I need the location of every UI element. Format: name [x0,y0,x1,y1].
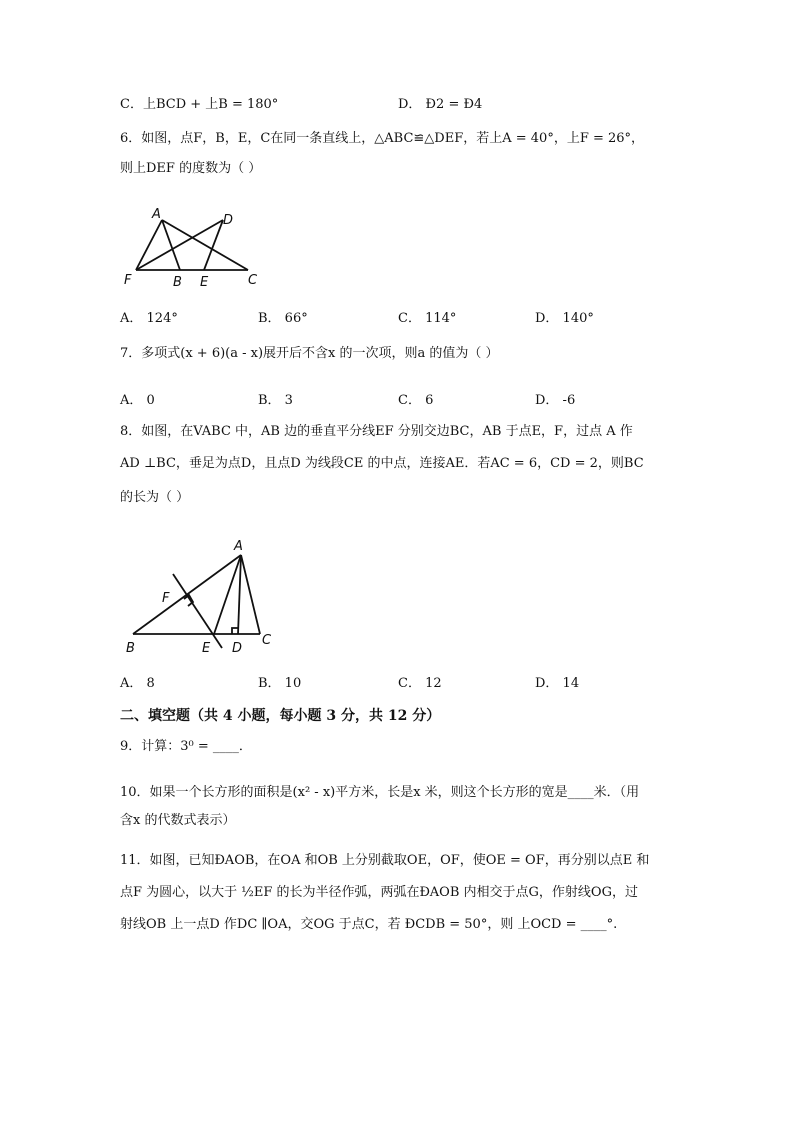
q8-label-d: D [232,641,243,656]
q8-label-b: B [126,641,135,656]
q11-stem-line3: 射线OB 上一点D 作DC ∥OA，交OG 于点C，若 ÐCDB = 50°，则 上OCD = ____°. [120,917,618,932]
q6-label-d: D [223,213,234,228]
q6-stem-line1: 6．如图，点F，B，E，C在同一条直线上，△ABC≌△DEF，若上A = 40°，上F = 26°， [120,131,645,146]
q7-stem-line1: 7．多项式(x + 6)(a - x)展开后不含x 的一次项，则a 的值为（ ） [120,346,499,361]
q8-figure [118,530,288,660]
q7-option-a: A． 0 [120,393,155,408]
q6-stem-line2: 则上DEF 的度数为（ ） [120,161,262,176]
section-title-fill-in: 二、填空题（共 4 小题，每小题 3 分，共 12 分） [120,708,441,724]
q7-option-d: D． -6 [535,393,576,408]
q8-stem-line1: 8．如图，在VABC 中，AB 边的垂直平分线EF 分别交边BC，AB 于点E，F，过点 A 作 [120,424,633,439]
q5-option-d: D． Ð2 = Ð4 [398,97,483,112]
q6-label-c: C [248,273,258,288]
q8-label-c: C [262,633,272,648]
q7-option-c: C． 6 [398,393,434,408]
q8-option-c: C． 12 [398,676,442,691]
q8-option-a: A． 8 [120,676,155,691]
q6-option-c: C． 114° [398,311,457,326]
q8-label-e: E [202,641,211,656]
q11-stem-line2: 点F 为圆心，以大于 ½EF 的长为半径作弧，两弧在ÐAOB 内相交于点G，作射线OG，过 [120,885,638,900]
q6-label-b: B [173,275,182,290]
q8-label-f: F [162,591,170,606]
q8-stem-line3: 的长为（ ） [120,490,190,505]
q7-option-b: B． 3 [258,393,293,408]
q9-stem: 9．计算：3⁰ = ____． [120,739,252,754]
q5-option-c: C．上BCD + 上B = 180° [120,97,279,112]
q8-option-d: D． 14 [535,676,580,691]
q11-stem-line1: 11．如图，已知ÐAOB，在OA 和OB 上分别截取OE，OF，使OE = OF，再分别以点E 和 [120,853,650,868]
q6-option-b: B． 66° [258,311,308,326]
q10-stem-line1: 10．如果一个长方形的面积是(x² - x)平方米，长是x 米，则这个长方形的宽是____米．（用 [120,785,640,800]
q8-label-a: A [234,539,243,554]
q6-option-a: A． 124° [120,311,178,326]
q6-figure [118,200,278,295]
q6-label-f: F [124,273,132,288]
q8-option-b: B． 10 [258,676,302,691]
q6-label-a: A [152,207,161,222]
q8-stem-line2: AD ⊥BC，垂足为点D，且点D 为线段CE 的中点，连接AE．若AC = 6，CD = 2，则BC [120,456,644,471]
q10-stem-line2: 含x 的代数式表示） [120,813,236,828]
q6-label-e: E [200,275,209,290]
q6-option-d: D． 140° [535,311,594,326]
